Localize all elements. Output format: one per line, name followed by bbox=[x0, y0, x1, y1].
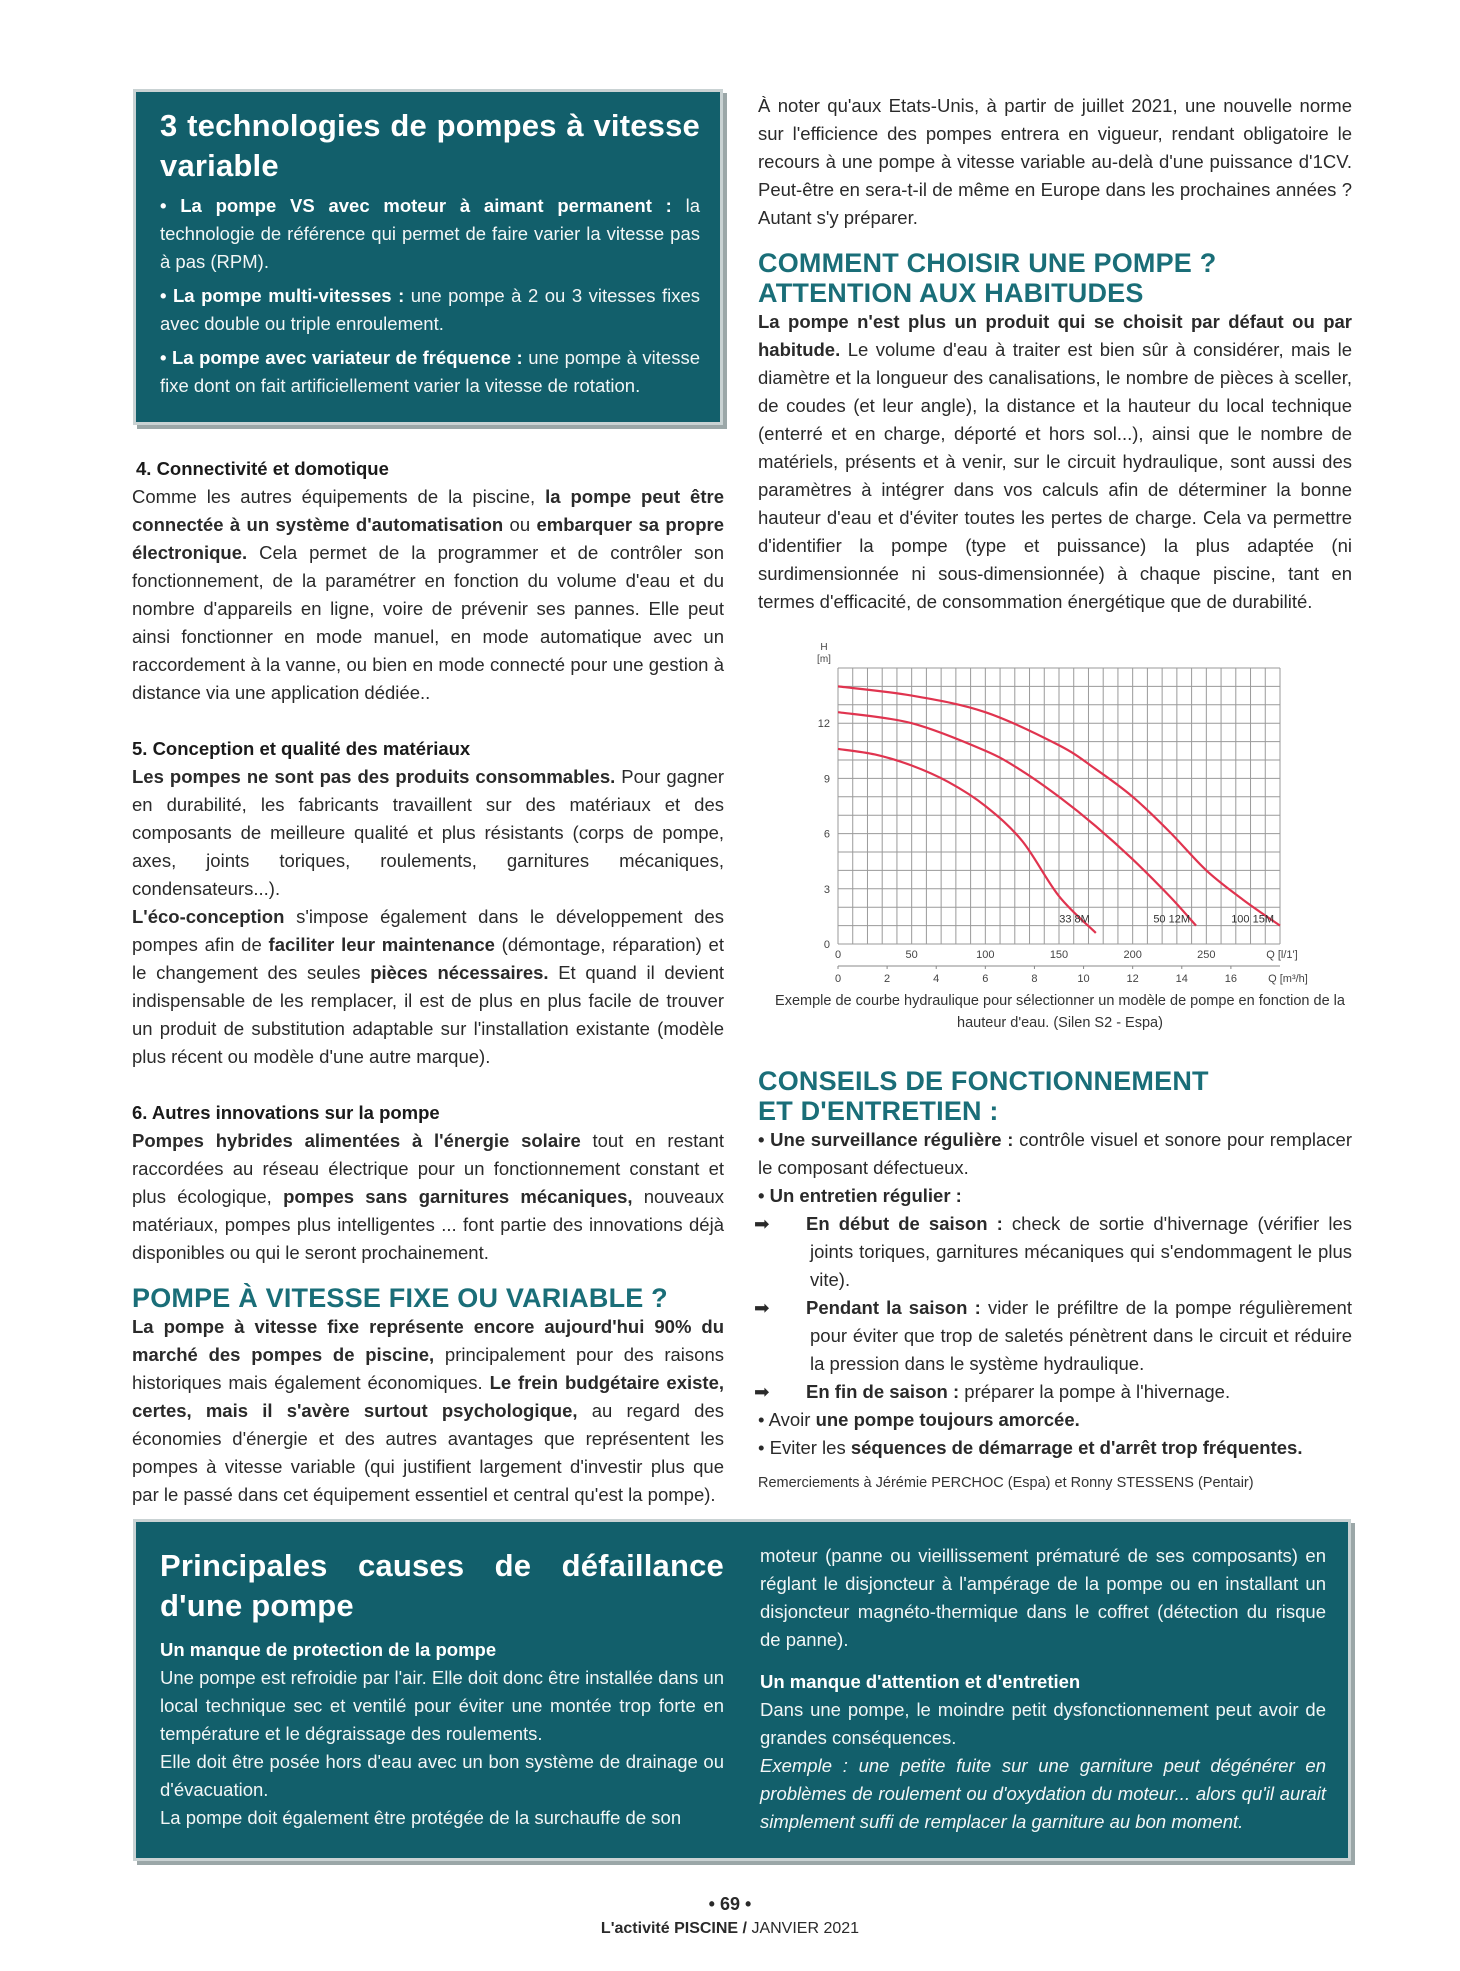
technology-item bbox=[160, 192, 700, 276]
x-tick-label: 100 bbox=[976, 949, 995, 961]
x-axis-label: Q [l/1'] bbox=[1266, 949, 1298, 961]
x2-tick-label: 2 bbox=[884, 973, 891, 985]
arrow-right-icon: ➡ bbox=[754, 1297, 770, 1318]
technology-item bbox=[160, 344, 700, 400]
y-tick-label: 6 bbox=[823, 828, 830, 841]
x2-tick-label: 4 bbox=[933, 973, 940, 985]
causes-box-left bbox=[160, 1542, 724, 1832]
y-tick-label: 9 bbox=[823, 773, 830, 786]
series-label: 100 15M bbox=[1231, 913, 1274, 926]
section-vitesse-body: La pompe à vitesse fixe représente encore aujourd'hui 90% du marché des pompes de piscine, principalement pour des raisons historiques mais également économiques. Le frein budgétaire existe, certes, mais il s'avère surtout psychologique, au regard des économies d'énergie et des autres avantages que représentent les pompes à vitesse variable (qui justifient largement d'investir plus que par le passé dans cet équipement essentiel et central qu'est la pompe). bbox=[132, 1316, 725, 1505]
x2-tick-label: 12 bbox=[1126, 973, 1139, 985]
causes-paragraph: Elle doit être posée hors d'eau avec un bon système de drainage ou d'évacuation. bbox=[160, 1751, 724, 1800]
footer-publication: L'activité PISCINE / JANVIER 2021 bbox=[600, 1920, 860, 1937]
left-column bbox=[132, 455, 724, 1509]
section-choisir-title: COMMENT CHOISIR UNE POMPE ? ATTENTION AUX HABITUDES bbox=[758, 248, 1217, 308]
causes-paragraph: moteur (panne ou vieillissement prématuré de ses composants) en réglant le disjoncteur à l'ampérage de la pompe ou en installant un disjoncteur magnéto-thermique dans le coffret (détection du risque de panne). bbox=[760, 1545, 1326, 1650]
magazine-name: L'activité PISCINE bbox=[600, 1920, 739, 1937]
section-vitesse-title: POMPE À VITESSE FIXE OU VARIABLE ? bbox=[132, 1283, 668, 1313]
acknowledgements: Remerciements à Jérémie PERCHOC (Espa) et Ronny STESSENS (Pentair) bbox=[758, 1475, 1254, 1491]
page-number: • 69 • bbox=[708, 1894, 752, 1914]
chart-svg bbox=[808, 640, 1328, 985]
intro-paragraph: À noter qu'aux Etats-Unis, à partir de juillet 2021, une nouvelle norme sur l'efficience des pompes entrera en vigueur, rendant obligatoire le recours à une pompe à vitesse variable au-delà d'une puissance d'1CV. Peut-être en sera-t-il de même en Europe dans les prochaines années ? Autant s'y préparer. bbox=[758, 95, 1352, 228]
arrow-right-icon: ➡ bbox=[754, 1213, 770, 1234]
causes-subtitle: Un manque de protection de la pompe bbox=[160, 1639, 497, 1660]
technology-item-label: • La pompe multi-vitesses : bbox=[160, 285, 405, 306]
causes-subtitle: Un manque d'attention et d'entretien bbox=[760, 1671, 1081, 1692]
y-tick-label: 0 bbox=[823, 939, 830, 951]
x2-tick-label: 10 bbox=[1077, 973, 1090, 985]
causes-box-right bbox=[760, 1542, 1326, 1836]
section-choisir-body: La pompe n'est plus un produit qui se choisit par défaut ou par habitude. Le volume d'eau à traiter est bien sûr à considérer, mais le diamètre et la longueur des canalisations, le nombre de pièces à sceller, de coudes (et leur angle), la distance et la hauteur du local technique (enterré et en charge, déporté et hors sol...), ainsi que le nombre de matériels, présents et à venir, sur le circuit hydraulique, sont aussi des paramètres à intégrer dans vos calculs afin de déterminer la bonne hauteur d'eau et d'éviter toutes les pertes de charge. Cela va permettre d'identifier la pompe (type et puissance) la plus adaptée (ni surdimensionnée ni sous-dimensionnée) à chaque piscine, tant en termes d'efficacité, de consommation énergétique que de durabilité. bbox=[758, 311, 1352, 612]
x-tick-label: 150 bbox=[1049, 949, 1069, 961]
x2-tick-label: 6 bbox=[982, 973, 989, 985]
right-column bbox=[758, 92, 1352, 616]
arrow-right-icon: ➡ bbox=[754, 1381, 770, 1402]
x-tick-label: 250 bbox=[1197, 949, 1216, 961]
issue-date: JANVIER 2021 bbox=[751, 1920, 860, 1937]
technology-item-text: une pompe à vitesse fixe dont on fait artificiellement varier la vitesse de rotation. bbox=[160, 347, 701, 396]
causes-box bbox=[136, 1522, 1348, 1858]
x2-tick-label: 0 bbox=[834, 973, 842, 985]
x2-tick-label: 16 bbox=[1224, 973, 1238, 985]
y-tick-label: 12 bbox=[817, 718, 830, 731]
x2-tick-label: 8 bbox=[1031, 973, 1038, 985]
technology-item-text: la technologie de référence qui permet de faire varier la vitesse pas à pas (RPM). bbox=[160, 195, 700, 272]
x2-tick-label: 14 bbox=[1175, 973, 1188, 985]
technology-item-text: une pompe à 2 ou 3 vitesses fixes avec double ou triple enroulement. bbox=[160, 285, 700, 334]
causes-paragraph: Dans une pompe, le moindre petit dysfonctionnement peut avoir de grandes conséquences. bbox=[760, 1699, 1326, 1748]
series-line-50-12m bbox=[838, 712, 1196, 925]
conseil-item: • Eviter les séquences de démarrage et d'arrêt trop fréquentes. bbox=[758, 1437, 1303, 1458]
section-4-title: 4. Connectivité et domotique bbox=[136, 458, 389, 479]
technologies-box-title: 3 technologies de pompes à vitesse variable bbox=[160, 108, 700, 183]
section-conseils-title: CONSEILS DE FONCTIONNEMENT ET D'ENTRETIEN : bbox=[758, 1066, 1209, 1126]
conseil-item: • Avoir une pompe toujours amorcée. bbox=[758, 1409, 1080, 1430]
conseils-section bbox=[754, 1066, 1352, 1494]
conseil-sub-item: ➡ En début de saison : check de sortie d'hivernage (vérifier les joints toriques, garnitures mécaniques qui s'endommagent le plus vite). bbox=[758, 1210, 1352, 1294]
y-tick-label: 3 bbox=[823, 883, 830, 896]
section-5-title: 5. Conception et qualité des matériaux bbox=[132, 738, 471, 759]
conseil-item: • Un entretien régulier : bbox=[758, 1185, 962, 1206]
technology-item-label: • La pompe avec variateur de fréquence : bbox=[160, 347, 523, 368]
technology-item bbox=[160, 282, 700, 338]
y-axis-label-unit: [m] bbox=[817, 654, 831, 665]
series-line-33-8m bbox=[838, 749, 1096, 933]
section-4-body: Comme les autres équipements de la piscine, la pompe peut être connectée à un système d'automatisation ou embarquer sa propre électronique. Cela permet de la programmer et de contrôler son fonctionnement, de la paramétrer en fonction du volume d'eau et du nombre d'appareils en ligne, voire de prévenir ses pannes. Elle peut ainsi fonctionner en mode manuel, en mode automatique avec un raccordement à la vanne, ou bien en mode connecté pour une gestion à distance via une application dédiée.. bbox=[132, 486, 724, 703]
technology-item-label: • La pompe VS avec moteur à aimant permanent : bbox=[160, 195, 672, 216]
causes-paragraph: Une pompe est refroidie par l'air. Elle doit donc être installée dans un local technique sec et ventilé pour éviter une montée trop forte en température et le dégraissage des roulements. bbox=[160, 1667, 724, 1744]
section-6-title: 6. Autres innovations sur la pompe bbox=[132, 1102, 440, 1123]
series-label: 33 8M bbox=[1059, 913, 1090, 926]
x-tick-label: 200 bbox=[1123, 949, 1142, 961]
section-5-body: Les pompes ne sont pas des produits consommables. Pour gagner en durabilité, les fabricants travaillent sur des matériaux et des composants de meilleure qualité et plus résistants (corps de pompe, axes, joints toriques, roulements, garnitures mécaniques, condensateurs...). L'éco-conception s'impose également dans le développement des pompes afin de faciliter leur maintenance (démontage, réparation) et le changement des seules pièces nécessaires. Et quand il devient indispensable de les remplacer, il est de plus en plus facile de trouver un produit de substitution adaptable sur l'installation existante (modèle plus récent ou modèle d'une autre marque). bbox=[132, 766, 725, 1067]
x-tick-label: 0 bbox=[834, 949, 842, 961]
conseil-item: • Une surveillance régulière : contrôle visuel et sonore pour remplacer le composant défectueux. bbox=[758, 1129, 1352, 1178]
x2-axis-label: Q [m³/h] bbox=[1268, 973, 1308, 985]
technologies-box bbox=[136, 92, 720, 422]
section-6-body: Pompes hybrides alimentées à l'énergie solaire tout en restant raccordées au réseau électrique pour un fonctionnement constant et plus écologique, pompes sans garnitures mécaniques, nouveaux matériaux, pompes plus intelligentes ... font partie des innovations déjà disponibles ou qui le seront prochainement. bbox=[132, 1130, 725, 1263]
x-tick-label: 50 bbox=[905, 949, 918, 961]
hydraulic-curve-chart bbox=[808, 640, 1328, 985]
conseil-sub-item: ➡ Pendant la saison : vider le préfiltre de la pompe régulièrement pour éviter que trop de saletés pénètrent dans le circuit et réduire la pression dans le système hydraulique. bbox=[758, 1294, 1352, 1378]
causes-paragraph: La pompe doit également être protégée de la surchauffe de son bbox=[160, 1807, 682, 1828]
series-label: 50 12M bbox=[1153, 913, 1191, 926]
causes-box-title: Principales causes de défaillance d'une pompe bbox=[160, 1548, 724, 1623]
conseil-sub-item: ➡ En fin de saison : préparer la pompe à l'hivernage. bbox=[758, 1378, 1352, 1406]
chart-caption: Exemple de courbe hydraulique pour sélectionner un modèle de pompe en fonction de la hauteur d'eau. (Silen S2 - Espa) bbox=[775, 993, 1345, 1031]
y-axis-label: H bbox=[820, 642, 828, 653]
causes-example: Exemple : une petite fuite sur une garniture peut dégénérer en problèmes de roulement ou d'oxydation du moteur... alors qu'il aurait simplement suffi de remplacer la garniture au bon moment. bbox=[760, 1755, 1326, 1832]
